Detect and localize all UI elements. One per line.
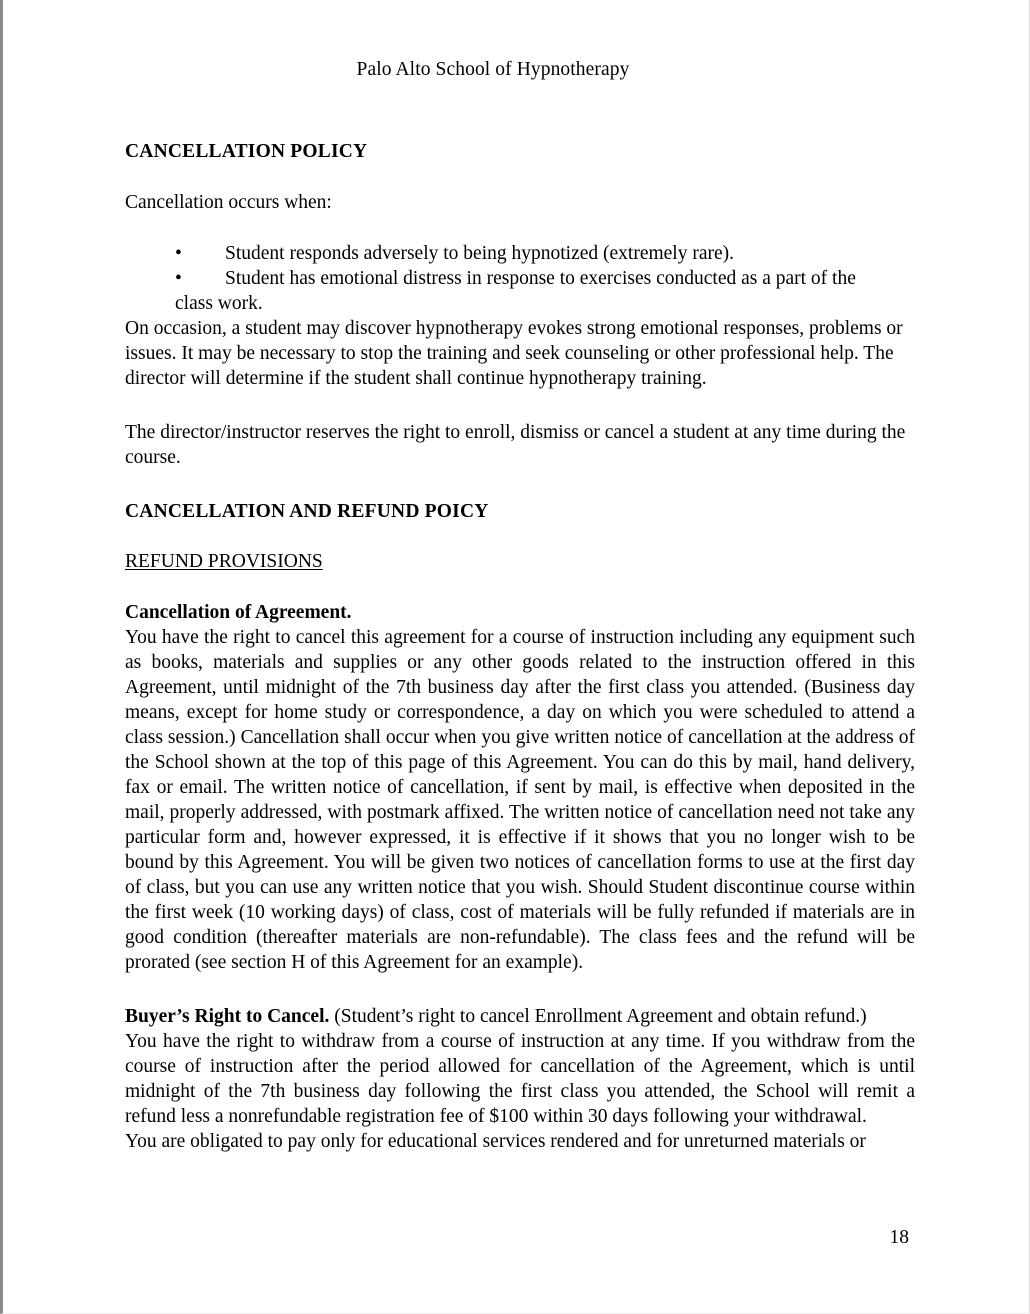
list-item-continuation: class work. <box>175 292 263 314</box>
list-item-text: Student responds adversely to being hypnotized (extremely rare). <box>225 242 735 264</box>
heading-cancellation-and-refund-policy: CANCELLATION AND REFUND POICY <box>125 500 489 522</box>
page-content <box>125 140 915 1154</box>
bullet-icon: • <box>175 267 182 289</box>
subheading-refund-provisions: REFUND PROVISIONS <box>125 551 323 573</box>
heading-cancellation-of-agreement <box>125 601 915 626</box>
spacer <box>125 392 915 421</box>
paragraph-cancellation-intro: Cancellation occurs when: <box>125 191 332 213</box>
paragraph-on-occasion: On occasion, a student may discover hypnotherapy evokes strong emotional responses, problems or issues. It may be necessary to stop the training and seek counseling or other professional help. The director will determine if the student shall continue hypnotherapy training. <box>125 317 903 389</box>
page-number: 18 <box>889 1226 909 1248</box>
spacer <box>125 216 915 242</box>
paragraph-director-rights: The director/instructor reserves the right to enroll, dismiss or cancel a student at any time during the course. <box>125 421 906 468</box>
run-in-parenthetical-text: (Student’s right to cancel Enrollment Agreement and obtain refund.) <box>329 1005 867 1027</box>
spacer <box>125 471 915 500</box>
heading-buyers-right-to-cancel <box>125 1005 915 1030</box>
paragraph-buyers-right-continuation: You are obligated to pay only for educational services rendered and for unreturned materials or <box>125 1130 866 1152</box>
list-item <box>175 242 915 267</box>
list-item <box>175 267 915 292</box>
spacer <box>125 976 915 1005</box>
paragraph-buyers-right-to-cancel-body: You have the right to withdraw from a course of instruction at any time. If you withdraw from the course of instruction after the period allowed for cancellation of the Agreement, which is until midnight of the 7th business day following the first class you attended, the School will remit a refund less a nonrefundable registration fee of $100 within 30 days following your withdrawal. <box>125 1030 915 1127</box>
page-header-title: Palo Alto School of Hypnotherapy <box>356 59 630 80</box>
spacer <box>125 165 915 191</box>
paragraph-cancellation-of-agreement-body: You have the right to cancel this agreement for a course of instruction including any equipment such as books, materials and supplies or any other goods related to the instruction offered in this Agreement, until midnight of the 7th business day after the first class you attended. (Business day means, except for home study or correspondence, a day on which you were scheduled to attend a class session.) Cancellation shall occur when you give written notice of cancellation at the address of the School shown at the top of this page of this Agreement. You can do this by mail, hand delivery, fax or email. The written notice of cancellation, if sent by mail, is effective when deposited in the mail, properly addressed, with postmark affixed. The written notice of cancellation need not take any particular form and, however expressed, it is effective if it shows that you no longer wish to be bound by this Agreement. You will be given two notices of cancellation forms to use at the first day of class, but you can use any written notice that you wish. Should Student discontinue course within the first week (10 working days) of class, cost of materials will be fully refunded if materials are in good condition (thereafter materials are non-refundable). The class fees and the refund will be prorated (see section H of this Agreement for an example). <box>125 627 915 973</box>
heading-cancellation-policy: CANCELLATION POLICY <box>125 141 368 162</box>
list-item-text: Student has emotional distress in response to exercises conducted as a part of the <box>225 267 856 289</box>
spacer <box>125 524 915 550</box>
run-in-heading-text: Buyer’s Right to Cancel. <box>125 1005 330 1027</box>
bullet-icon: • <box>175 242 182 264</box>
spacer <box>125 575 915 601</box>
cancellation-triggers-list <box>125 242 915 292</box>
run-in-heading-text: Cancellation of Agreement. <box>125 602 352 624</box>
